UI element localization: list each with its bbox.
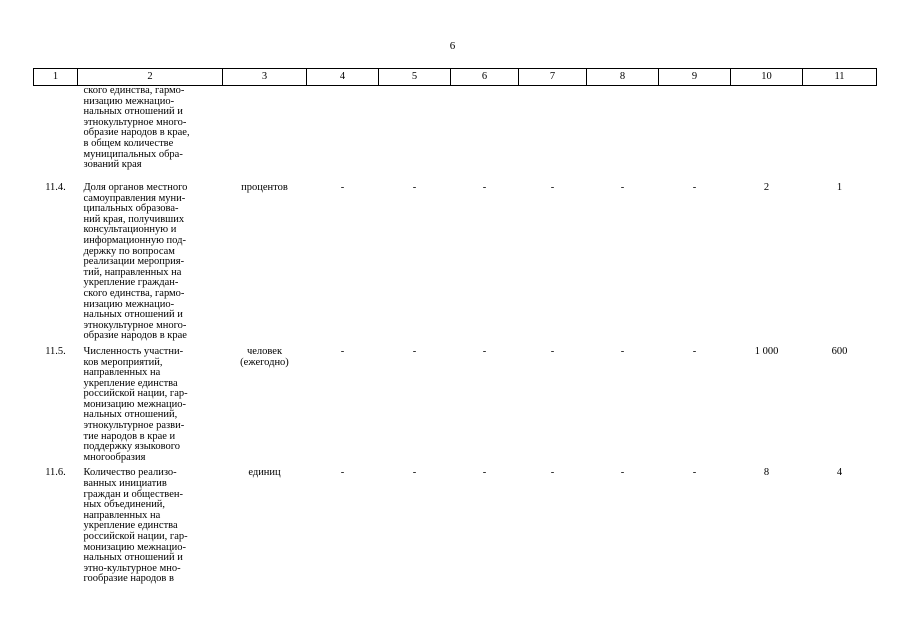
table-row-continuation (34, 86, 877, 179)
table-row-11-5 (34, 342, 877, 464)
value-cell: - (482, 467, 487, 479)
value-cell: - (550, 467, 555, 479)
column-number: 1 (34, 69, 78, 86)
value-cell (659, 86, 731, 179)
value-cell: - (692, 467, 697, 479)
value-cell (731, 86, 803, 179)
value-cell: - (340, 345, 345, 357)
row-number: 11.5. (45, 345, 66, 357)
value-cell: 1 (836, 182, 843, 193)
value-cell (519, 86, 587, 179)
value-cell: 4 (836, 467, 843, 479)
unit-of-measure: человек (ежегодно) (240, 345, 289, 368)
column-number: 5 (379, 69, 451, 86)
unit-of-measure: процентов (241, 182, 288, 193)
row-number: 11.4. (45, 182, 66, 193)
value-cell: - (482, 182, 487, 193)
column-number: 9 (659, 69, 731, 86)
column-number-header-row (34, 69, 877, 86)
unit-of-measure (223, 86, 307, 179)
page-number: 6 (449, 40, 456, 52)
value-cell: - (340, 182, 345, 193)
indicators-table (33, 68, 877, 585)
value-cell: - (412, 345, 417, 357)
table-row-11-4 (34, 178, 877, 342)
value-cell: - (412, 182, 417, 193)
value-cell: - (692, 345, 697, 357)
indicator-name: Численность участни- ков мероприятий, направленных на укрепление единства российской нации, гар- монизацию межнацио- нальных отношений, этнокультурное разви- тие народов в крае и поддержку языкового многообразия (83, 345, 188, 463)
row-number (34, 86, 78, 179)
value-cell (587, 86, 659, 179)
value-cell: - (482, 345, 487, 357)
indicator-name: Доля органов местного самоуправления муни- ципальных образова- ний края, получивших консультационную и информационную под- держку по вопросам реализации мероприя- тий, направленных на укрепление граждан- ского единства, гармо- низацию межнацио- нальных отношений и этнокультурное много- образие народов в крае (83, 182, 188, 342)
column-number: 7 (519, 69, 587, 86)
value-cell: 2 (763, 182, 770, 193)
value-cell: - (620, 467, 625, 479)
row-number: 11.6. (45, 467, 66, 479)
value-cell: 8 (763, 467, 770, 479)
value-cell: - (550, 345, 555, 357)
value-cell: 600 (831, 345, 848, 357)
column-number: 8 (587, 69, 659, 86)
value-cell: - (620, 182, 625, 193)
indicator-name: ского единства, гармо- низацию межнацио- нальных отношений и этнокультурное много- образие народов в крае, в общем количестве муниципальных обра- зований края (83, 85, 190, 171)
value-cell: 1 000 (754, 345, 779, 357)
value-cell: - (412, 467, 417, 479)
indicator-name: Количество реализо- ванных инициатив граждан и обществен- ных объединений, направленных на укрепление единства российской нации, гар- монизацию межнацио- нальных отношений и этно-культурное мно- гообразие народов в (83, 467, 188, 585)
unit-of-measure: единиц (248, 467, 281, 479)
column-number: 3 (223, 69, 307, 86)
value-cell: - (620, 345, 625, 357)
column-number: 2 (78, 69, 223, 86)
column-number: 6 (451, 69, 519, 86)
value-cell (803, 86, 877, 179)
column-number: 4 (307, 69, 379, 86)
value-cell: - (692, 182, 697, 193)
column-number: 11 (803, 69, 877, 86)
value-cell (307, 86, 379, 179)
table-row-11-6 (34, 463, 877, 585)
value-cell: - (340, 467, 345, 479)
value-cell (451, 86, 519, 179)
value-cell: - (550, 182, 555, 193)
value-cell (379, 86, 451, 179)
column-number: 10 (731, 69, 803, 86)
